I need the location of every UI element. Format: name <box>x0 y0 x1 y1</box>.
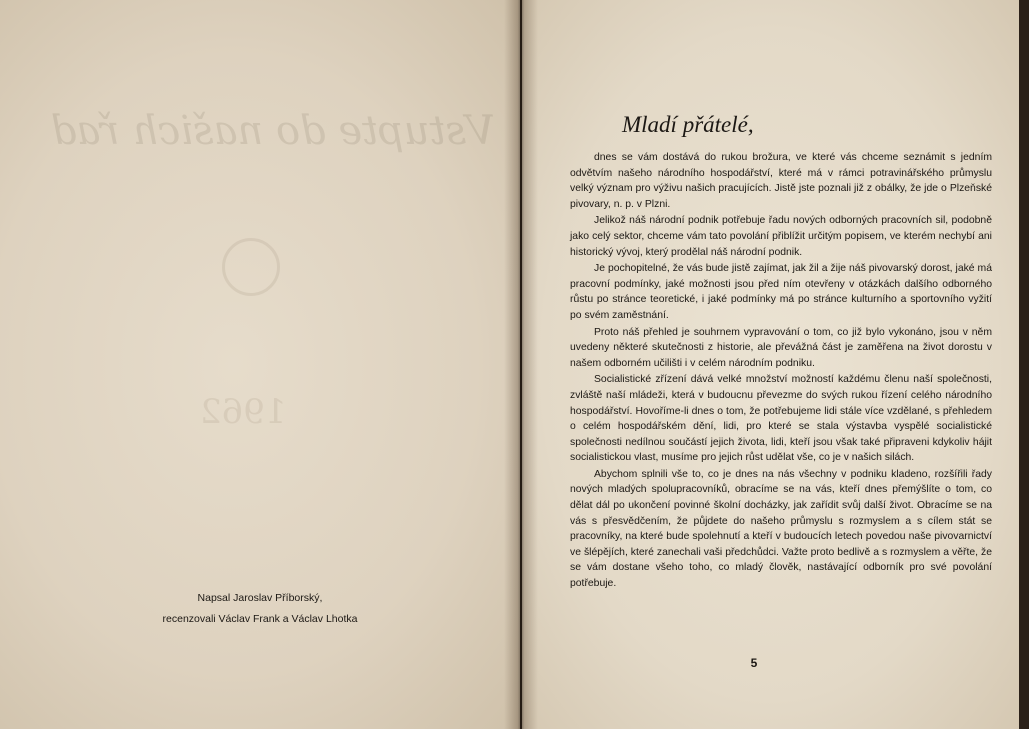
paragraph: Socialistické zřízení dává velké množství možností každému členu naší společnosti, zvláště naší mládeži, která v budoucnu převezme do svých rukou řízení celého národního hospodářství. Hovoříme-li dnes o tom, že potřebujeme lidi stále více vzdělané, s přehledem o celém hospodářském dění, lidi, pro které se stala výstavba vyspělé socialistické společnosti nedílnou součástí jejich života, lidi, kteří jsou však také připraveni kdykoliv hájit socialistickou vlast, musíme pro jejich růst udělat vše, co je v našich silách. <box>570 374 992 464</box>
book-gutter <box>504 0 538 729</box>
author-credit: Napsal Jaroslav Příborský, <box>197 592 323 604</box>
show-through-title: Vstupte do našich řad <box>50 108 495 154</box>
paragraph: Proto náš přehled je souhrnem vypravování o tom, co již bylo vykonáno, jsou v něm uvedeny některé skutečnosti z historie, ale převážná část je zaměřena na život dorostu v našem odborném učilišti i v celém národním podniku. <box>570 326 992 369</box>
page-number: 5 <box>750 656 758 670</box>
show-through-seal <box>222 238 280 296</box>
paragraph: Je pochopitelné, že vás bude jistě zajímat, jak žil a žije náš pivovarský dorost, jaké má pracovní podmínky, jaké možnosti jsou před ním otevřeny v otázkách dalšího odborného růstu po stránce teoretické, i jaké podmínky má po stránce kulturního a sportovního vyžití po svém zaměstnání. <box>570 263 992 321</box>
paragraph: Jelikož náš národní podnik potřebuje řadu nových odborných pracovních sil, podobně jako celý sektor, chceme vám tato povolání přiblížit určitým popisem, ve kterém nechybí ani historický vývoj, který prodělal náš národní podnik. <box>570 215 992 258</box>
credits-block <box>110 588 410 630</box>
page-heading: Mladí přátelé, <box>622 112 754 137</box>
show-through-year: 1962 <box>200 392 287 432</box>
paragraph: dnes se vám dostává do rukou brožura, ve které vás chceme seznámit s jedním odvětvím našeho národního hospodářství, které má v rámci potravinářského průmyslu velký význam pro výživu našich pracujících. Jistě jste poznali již z obálky, že jde o Plzeňské pivovary, n. p. v Plzni. <box>570 152 992 210</box>
page-edge <box>1019 0 1029 729</box>
paragraph: Abychom splnili vše to, co je dnes na nás všechny v podniku kladeno, rozšířili řady nových mladých spolupracovníků, obracíme se na vás, kteří dnes přemýšlíte o tom, co dělat dál po ukončení povinné školní docházky, jak zařídit svůj další život. Obracíme se na vás s přesvědčením, že půjdete do našeho průmyslu s rozmyslem a s cílem stát se pracovníky, na které bude spolehnutí a kteří v budoucích letech povedou naše pivovarnictví ve šlépějích, které zanechali vaši předchůdci. Važte proto bedlivě a s rozmyslem a věřte, že se vám dostane všeho toho, co mladý člověk, nastávající odborník pro své povolání potřebuje. <box>570 468 992 590</box>
reviewer-credit: recenzovali Václav Frank a Václav Lhotka <box>162 613 358 625</box>
right-page <box>522 0 1019 729</box>
body-text <box>570 150 992 593</box>
